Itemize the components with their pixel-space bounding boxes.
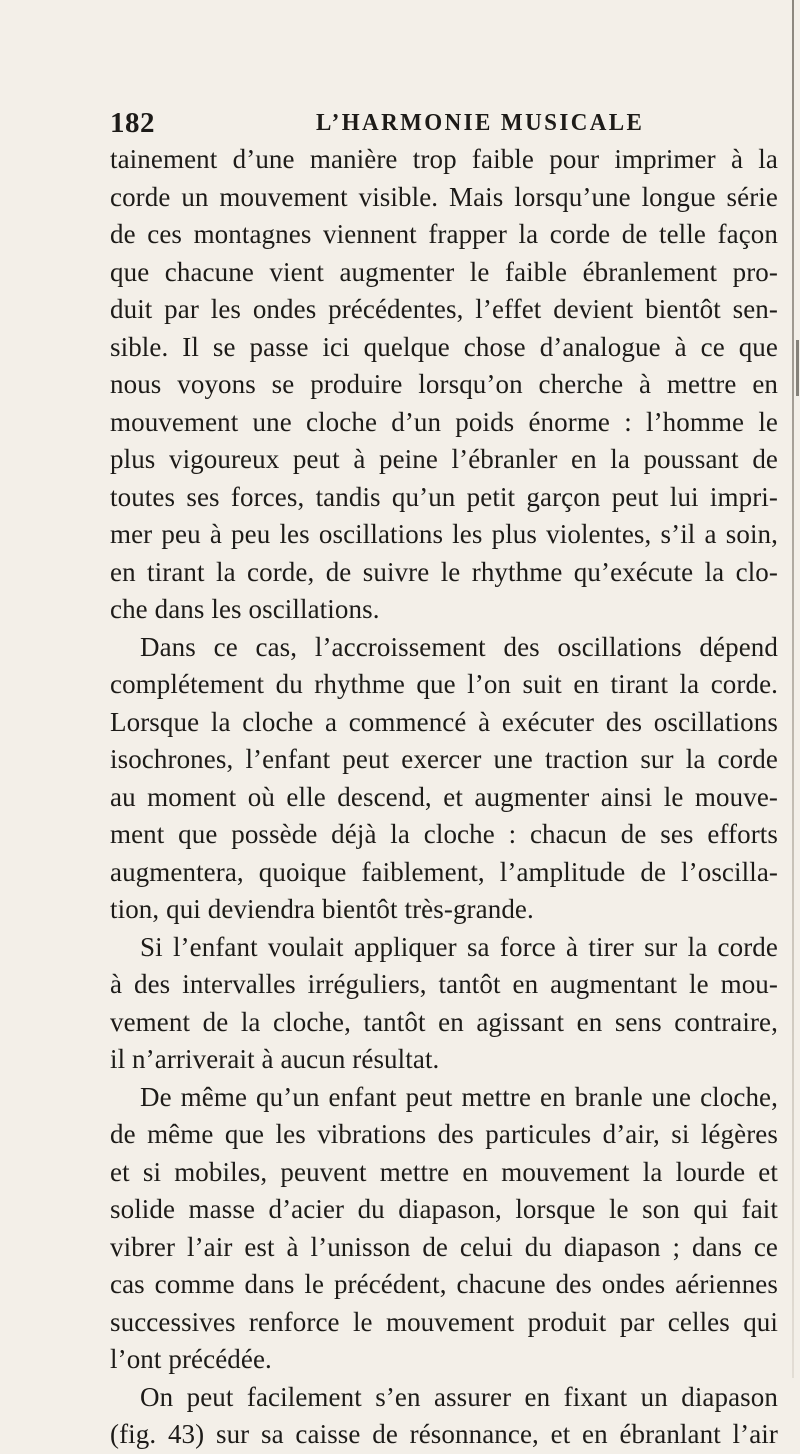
body-text bbox=[110, 141, 778, 1454]
page-header bbox=[110, 103, 778, 143]
text-line: mouvement une cloche d’un poids énorme : l’homme le bbox=[110, 406, 778, 437]
text-line: plus vigoureux peut à peine l’ébranler en la poussant de bbox=[110, 444, 778, 474]
text-line: Si l’enfant voulait appliquer sa force à tirer sur la corde bbox=[140, 931, 778, 962]
text-line: de même que les vibrations des particules d’air, si légères bbox=[110, 1119, 778, 1149]
text-line: à des intervalles irréguliers, tantôt en augmentant le mou- bbox=[110, 969, 778, 999]
text-line: Dans ce cas, l’accroissement des oscillations dépend bbox=[140, 631, 778, 662]
text-line: successives renforce le mouvement produit par celles qui bbox=[110, 1306, 778, 1337]
text-line: tainement d’une manière trop faible pour imprimer à la bbox=[110, 144, 778, 174]
text-line: il n’arriverait à aucun résultat. bbox=[110, 1044, 440, 1074]
text-line: isochrones, l’enfant peut exercer une traction sur la corde bbox=[110, 744, 778, 774]
text-line: nous voyons se produire lorsqu’on cherche à mettre en bbox=[110, 369, 778, 399]
text-line: corde un mouvement visible. Mais lorsqu’une longue série bbox=[110, 181, 778, 212]
text-line: et si mobiles, peuvent mettre en mouvement la lourde et bbox=[110, 1156, 778, 1187]
page-edge-mark bbox=[796, 340, 799, 396]
text-line: On peut facilement s’en assurer en fixant un diapason bbox=[140, 1381, 778, 1412]
text-line: Lorsque la cloche a commencé à exécuter des oscillations bbox=[110, 706, 778, 737]
text-line: l’ont précédée. bbox=[110, 1344, 272, 1374]
text-line: solide masse d’acier du diapason, lorsque le son qui fait bbox=[110, 1194, 778, 1224]
text-line: mer peu à peu les oscillations les plus violentes, s’il a soin, bbox=[110, 519, 778, 549]
text-line: vement de la cloche, tantôt en agissant en sens contraire, bbox=[110, 1006, 778, 1037]
text-line: au moment où elle descend, et augmenter ainsi le mouve- bbox=[110, 781, 778, 812]
text-line: toutes ses forces, tandis qu’un petit garçon peut lui impri- bbox=[110, 481, 778, 512]
text-line: vibrer l’air est à l’unisson de celui du diapason ; dans ce bbox=[110, 1231, 778, 1262]
running-title: L’HARMONIE MUSICALE bbox=[316, 109, 645, 136]
page-edge-shadow bbox=[792, 0, 794, 1378]
text-line: cas comme dans le précédent, chacune des ondes aériennes bbox=[110, 1269, 778, 1299]
text-line: (fig. 43) sur sa caisse de résonnance, et en ébranlant l’air bbox=[110, 1419, 778, 1449]
text-line: que chacune vient augmenter le faible ébranlement pro- bbox=[110, 256, 778, 287]
text-line: duit par les ondes précédentes, l’effet devient bientôt sen- bbox=[110, 294, 778, 324]
text-line: complétement du rhythme que l’on suit en tirant la corde. bbox=[110, 669, 778, 699]
text-line: augmentera, quoique faiblement, l’amplitude de l’oscilla- bbox=[110, 856, 778, 887]
text-line: De même qu’un enfant peut mettre en branle une cloche, bbox=[140, 1081, 778, 1112]
text-line: sible. Il se passe ici quelque chose d’analogue à ce que bbox=[110, 331, 778, 362]
text-line: tion, qui deviendra bientôt très-grande. bbox=[110, 894, 534, 924]
text-line: ment que possède déjà la cloche : chacun de ses efforts bbox=[110, 819, 778, 849]
text-line: en tirant la corde, de suivre le rhythme qu’exécute la clo- bbox=[110, 556, 778, 587]
text-line: de ces montagnes viennent frapper la corde de telle façon bbox=[110, 219, 778, 249]
text-line: che dans les oscillations. bbox=[110, 594, 380, 624]
page-number: 182 bbox=[110, 106, 155, 139]
